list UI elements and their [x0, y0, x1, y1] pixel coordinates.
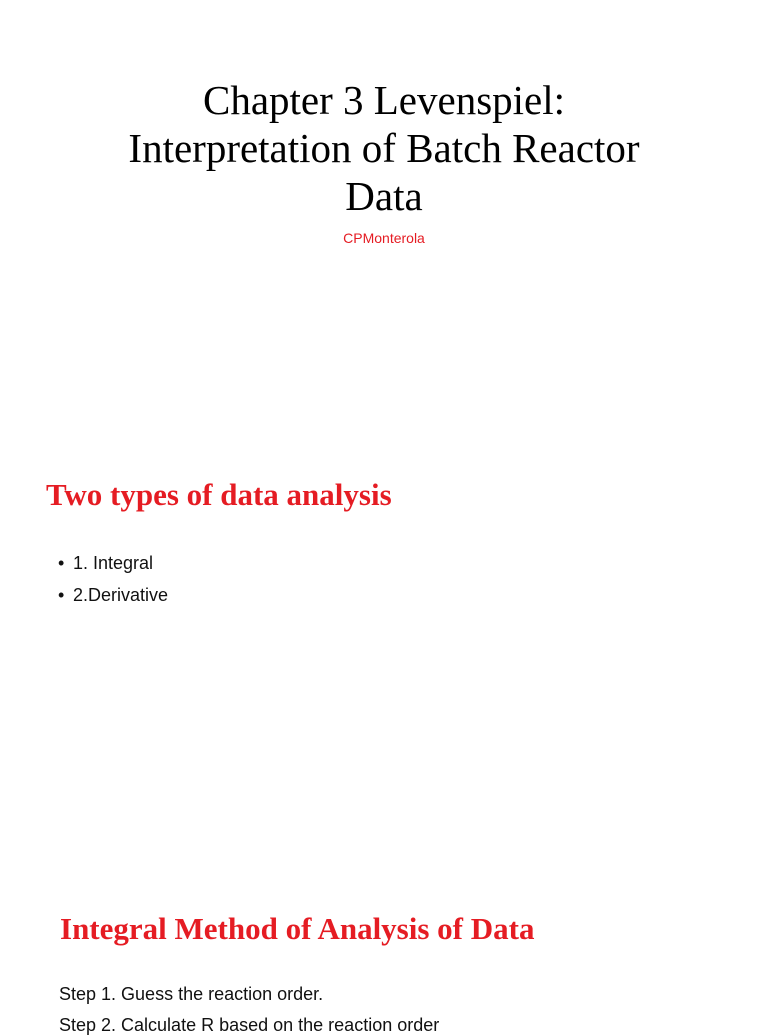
title-line-2: Interpretation of Batch Reactor [128, 125, 640, 171]
title-line-3: Data [345, 173, 423, 219]
list-item-text: 2.Derivative [73, 585, 169, 605]
step-text: Step 2. Calculate R based on the reaction order [59, 1015, 440, 1035]
list-item-text: 1. Integral [73, 553, 154, 573]
author-name: CPMonterola [343, 230, 425, 246]
title-line-1: Chapter 3 Levenspiel: [202, 77, 566, 123]
step-text: Step 1. Guess the reaction order. [59, 984, 324, 1004]
page-title [0, 76, 768, 220]
list-item [58, 582, 168, 614]
section-heading: Two types of data analysis [46, 477, 392, 512]
bullet-list [58, 550, 168, 614]
bullet-icon: • [58, 585, 65, 605]
list-item [58, 550, 168, 582]
bullet-icon: • [58, 553, 65, 573]
section-heading: Integral Method of Analysis of Data [60, 911, 535, 946]
